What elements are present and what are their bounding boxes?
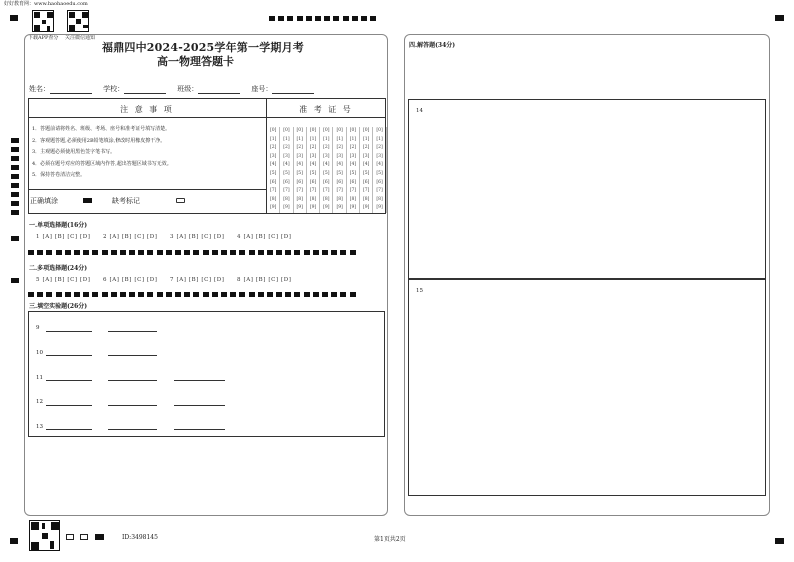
blank-line[interactable] [108, 429, 157, 430]
exam-id-bubble[interactable]: [4] [373, 161, 386, 170]
exam-id-bubble[interactable]: [8] [280, 196, 293, 205]
mcq-question[interactable]: 6 [A] [B] [C] [D] [103, 277, 158, 283]
name-field[interactable] [50, 86, 92, 94]
notice-item: 3．主观题必须使用黑色签字笔书写。 [32, 149, 116, 155]
corner-mark [10, 15, 18, 21]
blank-line[interactable] [46, 355, 92, 356]
exam-id-bubble[interactable]: [8] [294, 196, 307, 205]
question-number: 13 [36, 424, 43, 430]
absent-checkbox[interactable] [176, 198, 185, 203]
exam-id-bubble[interactable]: [7] [347, 187, 360, 196]
exam-id-bubble[interactable]: [6] [294, 179, 307, 188]
timing-marks-top [269, 16, 376, 21]
exam-id-bubble[interactable]: [3] [373, 153, 386, 162]
exam-id-bubble[interactable]: [7] [333, 187, 346, 196]
blank-line[interactable] [174, 429, 225, 430]
exam-id-bubble[interactable]: [4] [320, 161, 333, 170]
exam-id-bubble[interactable]: [4] [280, 161, 293, 170]
notice-item: 4．必须在题号对应的答题区域内作答,超出答题区域书写无效。 [32, 160, 172, 167]
exam-id-bubble[interactable]: [9] [267, 204, 280, 213]
exam-id-bubble[interactable]: [6] [267, 179, 280, 188]
exam-id-bubble[interactable]: [3] [307, 153, 320, 162]
exam-id-bubble[interactable]: [6] [320, 179, 333, 188]
exam-id-bubble[interactable]: [3] [294, 153, 307, 162]
exam-id-bubble[interactable]: [4] [267, 161, 280, 170]
exam-id-bubble[interactable]: [2] [280, 144, 293, 153]
exam-id-bubble[interactable]: [0] [280, 127, 293, 136]
question-number: 14 [416, 108, 423, 114]
exam-id-bubble[interactable]: [2] [294, 144, 307, 153]
exam-title: 福鼎四中2024-2025学年第一学期月考 [102, 41, 304, 54]
corner-mark [775, 15, 784, 21]
exam-id-bubble[interactable]: [8] [360, 196, 373, 205]
section2-questions[interactable] [36, 277, 304, 283]
student-info-row [29, 84, 314, 94]
exam-id-bubble[interactable]: [3] [267, 153, 280, 162]
qr-caption-wechat: 关注微信通知 [65, 35, 96, 41]
exam-subtitle: 高一物理答题卡 [157, 55, 234, 68]
exam-id-bubble[interactable]: [0] [307, 127, 320, 136]
exam-id-bubble[interactable]: [2] [267, 144, 280, 153]
notice-item: 5．保持答卷清洁完整。 [32, 172, 86, 178]
exam-id-bubble[interactable]: [1] [280, 136, 293, 145]
exam-id-bubble[interactable]: [5] [360, 170, 373, 179]
section1-questions[interactable] [36, 234, 304, 240]
exam-id-bubble[interactable]: [5] [347, 170, 360, 179]
question-number: 12 [36, 399, 43, 405]
mcq-question[interactable]: 5 [A] [B] [C] [D] [36, 277, 91, 283]
exam-id-bubble[interactable]: [9] [360, 204, 373, 213]
exam-id-bubble[interactable]: [9] [333, 204, 346, 213]
exam-id-bubble[interactable]: [2] [360, 144, 373, 153]
exam-id-bubble[interactable]: [0] [333, 127, 346, 136]
exam-id-bubble[interactable]: [2] [307, 144, 320, 153]
filled-bubble-sample [83, 198, 92, 203]
seat-field[interactable] [272, 86, 314, 94]
blank-line[interactable] [108, 380, 157, 381]
notice-list [32, 124, 172, 182]
blank-line[interactable] [108, 405, 157, 406]
exam-id-bubble[interactable]: [2] [320, 144, 333, 153]
exam-id-heading: 准 考 证 号 [299, 105, 353, 114]
exam-id-bubble[interactable]: [0] [320, 127, 333, 136]
mcq-question[interactable]: 1 [A] [B] [C] [D] [36, 234, 91, 240]
exam-id-bubble[interactable]: [1] [373, 136, 386, 145]
exam-id-bubble[interactable]: [1] [267, 136, 280, 145]
question-number: 15 [416, 288, 423, 294]
exam-id-bubble[interactable]: [7] [267, 187, 280, 196]
exam-id-bubble[interactable]: [1] [307, 136, 320, 145]
exam-id-bubble[interactable]: [4] [360, 161, 373, 170]
page-mark [66, 534, 74, 540]
notice-item: 1．答题前请将姓名、班级、考场、座号和准考证号填写清楚。 [32, 126, 171, 132]
exam-id-bubble[interactable]: [0] [373, 127, 386, 136]
exam-id-bubble[interactable]: [7] [294, 187, 307, 196]
notice-heading: 注 意 事 项 [120, 105, 174, 114]
exam-id-bubble[interactable]: [5] [373, 170, 386, 179]
exam-id-bubble[interactable]: [3] [320, 153, 333, 162]
exam-id-bubble[interactable]: [7] [373, 187, 386, 196]
exam-id-bubble[interactable]: [1] [360, 136, 373, 145]
exam-id-bubble[interactable]: [9] [294, 204, 307, 213]
notice-item: 2．客观题答题,必须使用2B铅笔填涂,修改时用橡皮擦干净。 [32, 137, 166, 144]
exam-id-bubble[interactable]: [9] [320, 204, 333, 213]
class-field[interactable] [198, 86, 240, 94]
blank-line[interactable] [46, 380, 92, 381]
exam-id-bubble[interactable]: [5] [294, 170, 307, 179]
page-mark [80, 534, 88, 540]
exam-id-bubble[interactable]: [5] [320, 170, 333, 179]
exam-id-bubble[interactable]: [9] [373, 204, 386, 213]
exam-id-bubble[interactable]: [0] [347, 127, 360, 136]
question-number: 10 [36, 350, 43, 356]
exam-id-bubble[interactable]: [0] [267, 127, 280, 136]
answer-box-15[interactable] [408, 279, 766, 496]
exam-id-bubble[interactable]: [1] [333, 136, 346, 145]
qr-caption-app: 下载APP查分 [28, 35, 59, 41]
exam-id-bubble[interactable]: [8] [267, 196, 280, 205]
school-label: 学校： [103, 85, 125, 93]
exam-id-bubble[interactable]: [6] [373, 179, 386, 188]
fill-blank-box [28, 311, 385, 437]
blank-line[interactable] [108, 355, 157, 356]
exam-id-grid[interactable] [267, 127, 387, 213]
section2-title: 二.多项选择题(24分) [29, 265, 88, 272]
school-field[interactable] [124, 86, 166, 94]
site-url: 好好教育网：www.haohaoedu.com [4, 1, 88, 7]
exam-id-bubble[interactable]: [8] [373, 196, 386, 205]
exam-id-bubble[interactable]: [3] [347, 153, 360, 162]
exam-id-bubble[interactable]: [2] [347, 144, 360, 153]
name-label: 姓名： [29, 85, 50, 93]
exam-id-bubble[interactable]: [7] [360, 187, 373, 196]
exam-id-bubble[interactable]: [1] [320, 136, 333, 145]
question-number: 9 [36, 325, 40, 331]
exam-id-bubble[interactable]: [5] [333, 170, 346, 179]
exam-id-bubble[interactable]: [2] [373, 144, 386, 153]
exam-id-bubble[interactable]: [2] [333, 144, 346, 153]
blank-line[interactable] [174, 405, 225, 406]
exam-id-bubble[interactable]: [3] [280, 153, 293, 162]
answer-box-14[interactable] [408, 99, 766, 279]
exam-id-bubble[interactable]: [5] [307, 170, 320, 179]
mcq-question[interactable]: 8 [A] [B] [C] [D] [237, 277, 292, 283]
timing-marks-s2 [28, 292, 356, 297]
blank-line[interactable] [46, 331, 92, 332]
mcq-question[interactable]: 3 [A] [B] [C] [D] [170, 234, 225, 240]
exam-id-bubble[interactable]: [0] [294, 127, 307, 136]
exam-id-bubble[interactable]: [8] [347, 196, 360, 205]
exam-id-bubble[interactable]: [7] [320, 187, 333, 196]
mcq-question[interactable]: 7 [A] [B] [C] [D] [170, 277, 225, 283]
exam-id-bubble[interactable]: [6] [360, 179, 373, 188]
exam-id-bubble[interactable]: [8] [333, 196, 346, 205]
section4-title: 四.解答题(34分) [409, 42, 456, 49]
section1-title: 一.单项选择题(16分) [29, 222, 88, 229]
mcq-question[interactable]: 4 [A] [B] [C] [D] [237, 234, 292, 240]
page-mark [95, 534, 104, 540]
section3-title: 三.填空实验题(26分) [29, 303, 88, 310]
question-number: 11 [36, 375, 43, 381]
exam-id-bubble[interactable]: [3] [360, 153, 373, 162]
exam-id-bubble[interactable]: [6] [280, 179, 293, 188]
page-number: 第1页共2页 [374, 536, 406, 543]
exam-id-bubble[interactable]: [4] [333, 161, 346, 170]
class-label: 班级： [177, 85, 199, 93]
mcq-question[interactable]: 2 [A] [B] [C] [D] [103, 234, 158, 240]
exam-id-bubble[interactable]: [6] [307, 179, 320, 188]
seat-label: 座号： [251, 85, 273, 93]
qr-code-sheet [29, 520, 60, 551]
exam-id-bubble[interactable]: [0] [360, 127, 373, 136]
exam-id-bubble[interactable]: [9] [280, 204, 293, 213]
exam-id-bubble[interactable]: [4] [347, 161, 360, 170]
blank-line[interactable] [174, 380, 225, 381]
exam-id-bubble[interactable]: [1] [347, 136, 360, 145]
exam-id-bubble[interactable]: [6] [347, 179, 360, 188]
absent-label: 缺考标记 [112, 197, 140, 205]
exam-id-bubble[interactable]: [9] [307, 204, 320, 213]
blank-line[interactable] [46, 405, 92, 406]
blank-line[interactable] [46, 429, 92, 430]
exam-id-bubble[interactable]: [4] [307, 161, 320, 170]
blank-line[interactable] [108, 331, 157, 332]
exam-id-bubble[interactable]: [7] [280, 187, 293, 196]
exam-id-bubble[interactable]: [7] [307, 187, 320, 196]
exam-id-bubble[interactable]: [8] [307, 196, 320, 205]
exam-id-bubble[interactable]: [9] [347, 204, 360, 213]
exam-id-bubble[interactable]: [6] [333, 179, 346, 188]
exam-id-bubble[interactable]: [4] [294, 161, 307, 170]
exam-id-bubble[interactable]: [5] [280, 170, 293, 179]
exam-id-bubble[interactable]: [5] [267, 170, 280, 179]
timing-marks-s1 [28, 250, 356, 255]
exam-id-bubble[interactable]: [3] [333, 153, 346, 162]
corner-mark [775, 538, 784, 544]
exam-id-bubble[interactable]: [1] [294, 136, 307, 145]
correct-fill-label: 正确填涂 [30, 197, 58, 205]
qr-code-app [32, 10, 54, 32]
qr-code-wechat [67, 10, 89, 32]
sheet-id: ID:3498145 [122, 534, 158, 541]
exam-id-bubble[interactable]: [8] [320, 196, 333, 205]
corner-mark [10, 538, 18, 544]
